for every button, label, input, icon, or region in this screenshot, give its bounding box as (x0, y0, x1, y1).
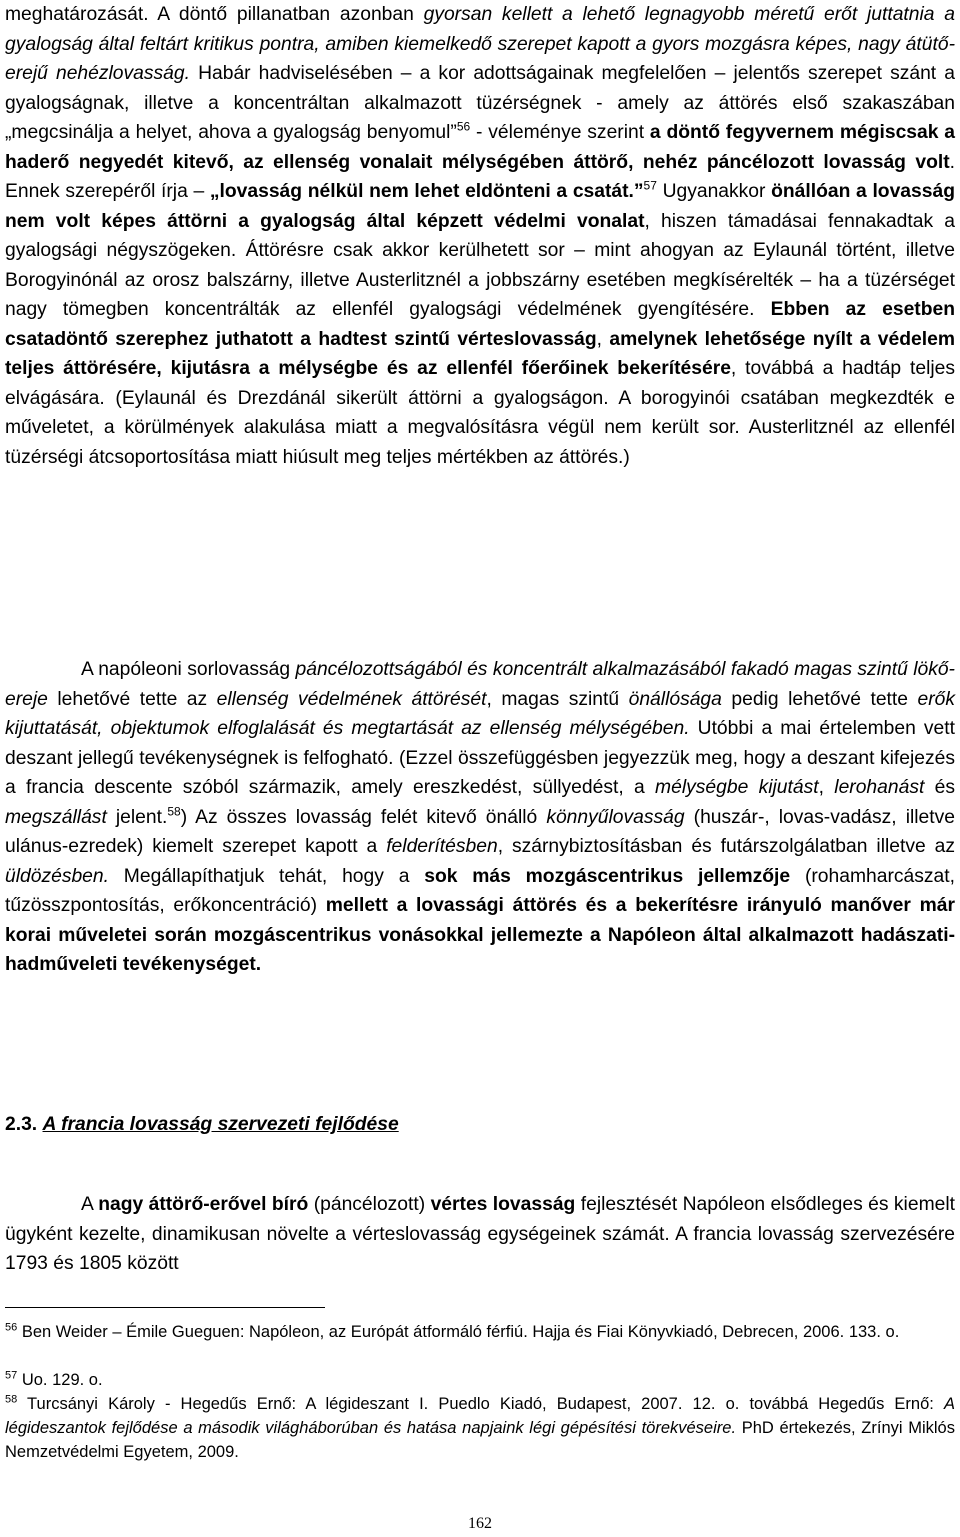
p2-run: , szárnybiztosításban és futárszolgálatban illetve az (497, 836, 955, 857)
p2-run: könnyűlovasság (546, 806, 685, 828)
body-paragraph-2 (5, 655, 955, 980)
p3-run: vértes lovasság (430, 1194, 576, 1215)
p2-run: Utóbbi a mai értelemben vett deszant jellegű tevékenységnek is felfogható. (Ezzel összefüggésben jegyezzük meg, hogy a deszant kifejezés a francia descente szóból származik, amely ereszkedést, süllyedést, a (5, 718, 955, 798)
p1-run: . Ennek szerepéről írja – (5, 151, 955, 202)
p2-run: lerohanást (834, 777, 925, 798)
p2-run: üldözésben. (5, 865, 109, 887)
body-paragraph-1 (5, 0, 955, 472)
section-title: A francia lovasság szervezeti fejlődése (42, 1114, 399, 1135)
p1-run: , (596, 328, 610, 350)
p2-run: felderítésben (386, 836, 498, 857)
p2-run: , magas szintű (486, 688, 629, 710)
body-paragraph-3 (5, 1190, 955, 1279)
p1-run: „lovasság nélkül nem lehet eldönteni a csatát.” (209, 181, 644, 202)
p1-run: - véleménye szerint (470, 122, 650, 143)
p2-run: sok más mozgáscentrikus jellemzője (424, 865, 791, 887)
p3-run: fejlesztését Napóleon elsődleges és kiemelt ügyként kezelte, dinamikusan növelte a vérteslovasság egységeinek számát. A francia lovasság szervezésére 1793 és 1805 között (5, 1194, 955, 1274)
footnote-ref: 56 (5, 1321, 18, 1334)
footnote-ref: 57 (643, 178, 657, 193)
fn2-run: A légideszantok fejlődése a második világháborúban és hatása napjaink légi gépésítési törekvéseire. (5, 1395, 955, 1437)
p2-run: A napóleoni sorlovasság (81, 659, 296, 680)
p1-run: önállóan a lovasság nem volt képes áttörni a gyalogság által képzett védelmi vonalat (5, 181, 955, 232)
p2-run: önállósága (628, 688, 722, 710)
p2-run: pedig lehetővé tette (721, 688, 918, 710)
p3-run: nagy áttörő-erővel bíró (98, 1194, 309, 1215)
p2-run: (rohamharcászat, tűzösszpontosítás, erőkoncentráció) (5, 865, 955, 916)
footnote-ref: 58 (167, 804, 181, 819)
p1-run: a döntő fegyvernem mégiscsak a haderő negyedét kitevő, az ellenség vonalait mélységében áttörő, nehéz páncélozott lovasság volt (5, 122, 955, 173)
footnote-separator (5, 1307, 325, 1308)
fn2-run: PhD értekezés, Zrínyi Miklós Nemzetvédelmi Egyetem, 2009. (5, 1419, 955, 1461)
p2-run: lehetővé tette az (47, 688, 217, 710)
fn1-run: Uo. 129. o. (17, 1371, 103, 1389)
fn2-run: Turcsányi Károly - Hegedűs Ernő: A légideszant I. Puedlo Kiadó, Budapest, 2007. 12. o. továbbá Hegedűs Ernő: (17, 1395, 944, 1413)
p2-run: erők kijuttatását, objektumok elfoglalását és megtartását az ellenség mélységében. (5, 688, 956, 739)
p2-run: és (924, 777, 955, 798)
p1-run: Ugyanakkor (656, 181, 772, 202)
footnote-ref: 58 (5, 1393, 18, 1406)
p2-run: páncélozottságából és koncentrált alkalmazásából fakadó magas szintű lökő-ereje (5, 659, 955, 710)
footnote-56 (5, 1320, 955, 1344)
footnote-57 (5, 1368, 955, 1392)
page-number: 162 (468, 1515, 492, 1532)
p1-run: Habár hadviselésében – a kor adottságainak megfelelően – jelentős szerepet szánt a gyalogságnak, illetve a koncentráltan alkalmazott tüzérségnek - amely az áttörés első szakaszában „megcsinálja a helyet, ahova a gyalogság benyomul” (5, 63, 955, 143)
p1-run: amelynek lehetősége nyílt a védelem teljes áttörésére, kijutásra a mélységbe és az ellenfél főerőinek bekerítésére (5, 328, 955, 379)
p1-run: Ebben az esetben csatadöntő szerephez juthatott a hadtest szintű vérteslovasság (5, 299, 956, 350)
p2-run: (huszár-, lovas-vadász, illetve ulánus-ezredek) kiemelt szerepet kapott a (5, 806, 955, 857)
p2-run: jelent. (106, 806, 168, 828)
p2-run: ) Az összes lovasság felét kitevő önálló (180, 806, 547, 828)
p1-run: meghatározását. A döntő pillanatban azonban (5, 4, 424, 25)
p3-run: (páncélozott) (308, 1194, 431, 1215)
footnote-ref: 57 (5, 1369, 18, 1382)
p1-run: , hiszen támadásai fennakadtak a gyalogsági négyszögeken. Áttörésre csak akkor kerülhetett sor – mint ahogyan az Eylaunál történt, illetve Borogyinónál az orosz balszárny, illetve Austerlitznél a jobbszárny esetében megkísérelték – ha a tüzérséget nagy tömegben koncentrálták az ellenfél gyalogsági védelmének gyengítésére. (5, 210, 955, 320)
p2-run: mellett a lovassági áttörés és a bekerítésre irányuló manőver már korai műveletei során mozgáscentrikus vonásokkal jellemezte a Napóleon által alkalmazott hadászati-hadműveleti tevékenységet. (5, 895, 955, 975)
p2-run: , (818, 777, 835, 798)
p3-run: A (81, 1194, 99, 1215)
p2-run: Megállapíthatjuk tehát, hogy a (109, 865, 425, 887)
p2-run: megszállást (5, 806, 107, 828)
p2-run: ellenség védelmének áttörését (216, 688, 487, 710)
p1-run: , továbbá a hadtáp teljes elvágására. (Eylaunál és Drezdánál sikerült áttörni a gyalogságon. A borogyinói csatában megkezdték e műveletet, a körülmények alakulása miatt a megvalósításra végül nem került sor. Austerlitznél az ellenfél tüzérségi átcsoportosítása miatt hiúsult meg teljes mértékben az áttörés.) (5, 358, 956, 468)
fn0-run: Ben Weider – Émile Gueguen: Napóleon, az Európát átformáló férfiú. Hajja és Fiai Könyvkiadó, Debrecen, 2006. 133. o. (17, 1323, 900, 1341)
footnote-58 (5, 1392, 955, 1464)
p2-run: mélységbe kijutást (655, 777, 819, 798)
p1-run: gyorsan kellett a lehető legnagyobb méretű erőt juttatnia a gyalogság által feltárt kritikus pontra, amiben kiemelkedő szerepet kapott a gyors mozgásra képes, nagy átütő-erejű nehézlovasság. (5, 4, 955, 84)
section-heading (5, 1110, 955, 1140)
footnote-ref: 56 (456, 119, 471, 134)
section-number: 2.3. (5, 1114, 38, 1135)
